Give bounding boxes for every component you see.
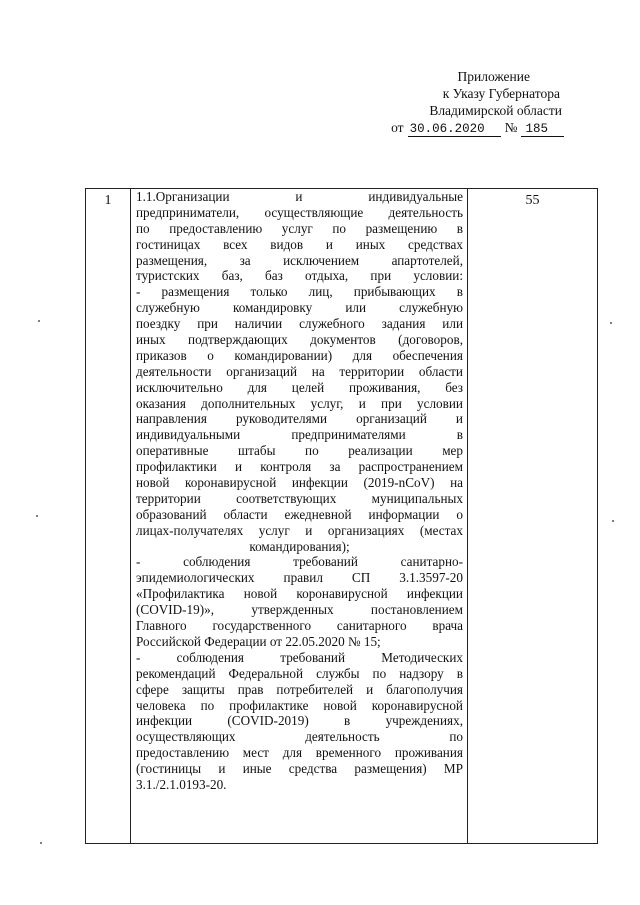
appendix-header — [391, 68, 562, 137]
description-line: Российской Федерации от 22.05.2020 № 15; — [136, 633, 381, 649]
scan-speck — [38, 320, 40, 322]
description-line: инфекции (COVID-2019) в учреждениях, — [136, 713, 463, 729]
decree-number: 185 — [521, 122, 564, 137]
description-line: гостиницах всех видов и иных средствах — [136, 236, 463, 252]
description-line: Главного государственного санитарного врача — [136, 618, 463, 634]
description-line: - соблюдения требований санитарно- — [136, 554, 463, 570]
description-line: приказов о командировании) для обеспечения — [136, 347, 463, 363]
description-line: лицах-получателях услуг и организациях (местах — [136, 522, 463, 538]
description-line: служебную командировку или служебную — [136, 300, 463, 316]
description-line: - соблюдения требований Методических — [136, 649, 463, 665]
description-text — [131, 189, 467, 793]
description-line: оперативные штабы по реализации мер — [136, 443, 463, 459]
description-line: 3.1./2.1.0193-20. — [136, 776, 227, 792]
description-line: командирования); — [249, 538, 350, 554]
description-cell — [131, 189, 468, 844]
row-number-cell: 1 — [86, 189, 131, 844]
appendix-date-line — [391, 119, 564, 137]
appendix-decree-line: к Указу Губернатора — [442, 86, 560, 101]
scan-speck — [612, 520, 614, 522]
appendix-title: Приложение — [457, 69, 530, 84]
description-line: направления руководителями организаций и — [136, 411, 463, 427]
description-line: образований области ежедневной информации о — [136, 506, 463, 522]
description-line: предприниматели, осуществляющие деятельность — [136, 204, 463, 220]
description-line: индивидуальными предпринимателями в — [136, 427, 463, 443]
value-cell: 55 — [468, 189, 598, 844]
description-line: эпидемиологических правил СП 3.1.3597-20 — [136, 570, 463, 586]
description-line: человека по профилактике новой коронавирусной — [136, 697, 463, 713]
description-line: территории соответствующих муниципальных — [136, 490, 463, 506]
scan-speck — [610, 322, 612, 324]
conditions-table — [85, 188, 598, 844]
scan-speck — [36, 515, 38, 517]
description-line: поездку при наличии служебного задания или — [136, 316, 463, 332]
description-line: исключительно для целей проживания, без — [136, 379, 463, 395]
description-line: туристских баз, баз отдыха, при условии: — [136, 268, 463, 284]
description-line: размещения, за исключением апартотелей, — [136, 252, 463, 268]
decree-date: 30.06.2020 — [408, 122, 501, 137]
description-line: сфере защиты прав потребителей и благополучия — [136, 681, 463, 697]
description-line: оказания дополнительных услуг, и при условии — [136, 395, 463, 411]
date-prefix: от — [391, 120, 404, 135]
description-line: иных подтверждающих документов (договоров, — [136, 332, 463, 348]
description-line: 1.1.Организации и индивидуальные — [136, 189, 463, 204]
description-line: новой коронавирусной инфекции (2019-nCoV) на — [136, 475, 463, 491]
description-line: рекомендаций Федеральной службы по надзору в — [136, 665, 463, 681]
number-sign: № — [504, 120, 518, 135]
appendix-region-line: Владимирской области — [429, 103, 562, 118]
description-line: (COVID-19)», утвержденных постановлением — [136, 602, 463, 618]
description-line: деятельности организаций на территории области — [136, 363, 463, 379]
table-row — [86, 189, 598, 844]
description-line: «Профилактика новой коронавирусной инфекции — [136, 586, 463, 602]
description-line: осуществляющих деятельность по — [136, 729, 463, 745]
description-line: предоставлению мест для временного проживания — [136, 745, 463, 761]
scan-speck — [40, 842, 42, 844]
description-line: профилактики и контроля за распространением — [136, 459, 463, 475]
description-line: - размещения только лиц, прибывающих в — [136, 284, 463, 300]
description-line: по предоставлению услуг по размещению в — [136, 220, 463, 236]
description-line: (гостиницы и иные средства размещения) МР — [136, 761, 463, 777]
